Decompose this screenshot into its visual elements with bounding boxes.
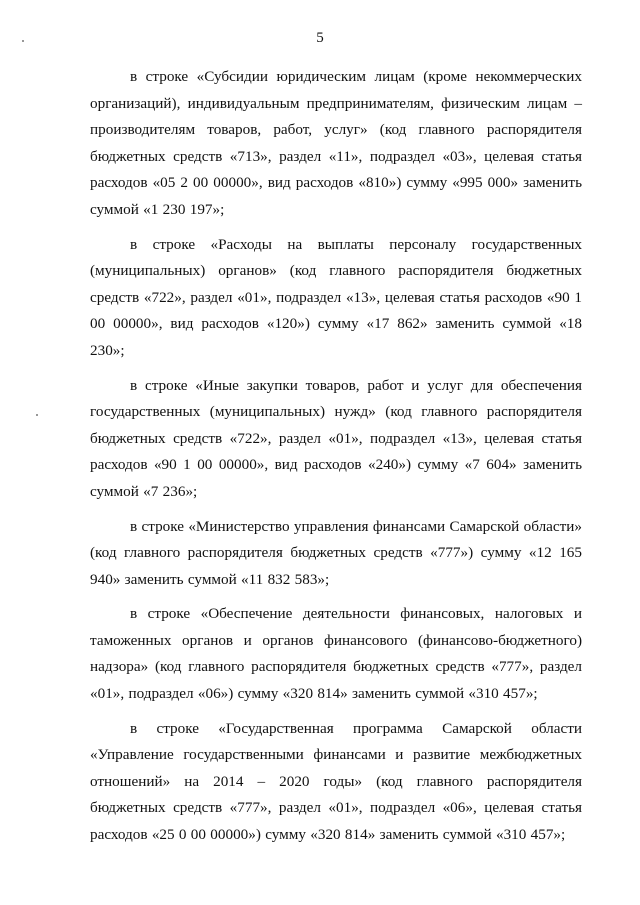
paragraph: в строке «Расходы на выплаты персоналу государственных (муниципальных) органов» (код главного распорядителя бюджетных средств «722», раздел «01», подраздел «13», целевая статья расходов «90 1 00 00000», вид расходов «120») сумму «17 862» заменить суммой «18 230»;	[90, 235, 582, 359]
paragraph: в строке «Обеспечение деятельности финансовых, налоговых и таможенных органов и органов финансового (финансово-бюджетного) надзора» (код главного распорядителя бюджетных средств «777», раздел «01», подраздел «06») сумму «320 814» заменить суммой «310 457»;	[90, 605, 582, 703]
paragraph: в строке «Министерство управления финансами Самарской области» (код главного распорядителя бюджетных средств «777») сумму «12 165 940» заменить суммой «11 832 583»;	[90, 517, 582, 588]
paragraph: в строке «Иные закупки товаров, работ и услуг для обеспечения государственных (муниципальных) нужд» (код главного распорядителя бюджетных средств «722», раздел «01», подраздел «13», целевая статья расходов «90 1 00 00000», вид расходов «240») сумму «7 604» заменить суммой «7 236»;	[90, 376, 582, 500]
document-body	[90, 64, 582, 857]
scan-mark	[36, 414, 38, 416]
paragraph: в строке «Субсидии юридическим лицам (кроме некоммерческих организаций), индивидуальным предпринимателям, физическим лицам – производителям товаров, работ, услуг» (код главного распорядителя бюджетных средств «713», раздел «11», подраздел «03», целевая статья расходов «05 2 00 00000», вид расходов «810») сумму «995 000» заменить суммой «1 230 197»;	[90, 68, 582, 218]
paragraph: в строке «Государственная программа Самарской области «Управление государственными финансами и развитие межбюджетных отношений» на 2014 – 2020 годы» (код главного распорядителя бюджетных средств «777», раздел «01», подраздел «06», целевая статья расходов «25 0 00 00000») сумму «320 814» заменить суммой «310 457»;	[90, 719, 582, 844]
page-number: 5	[316, 30, 324, 46]
